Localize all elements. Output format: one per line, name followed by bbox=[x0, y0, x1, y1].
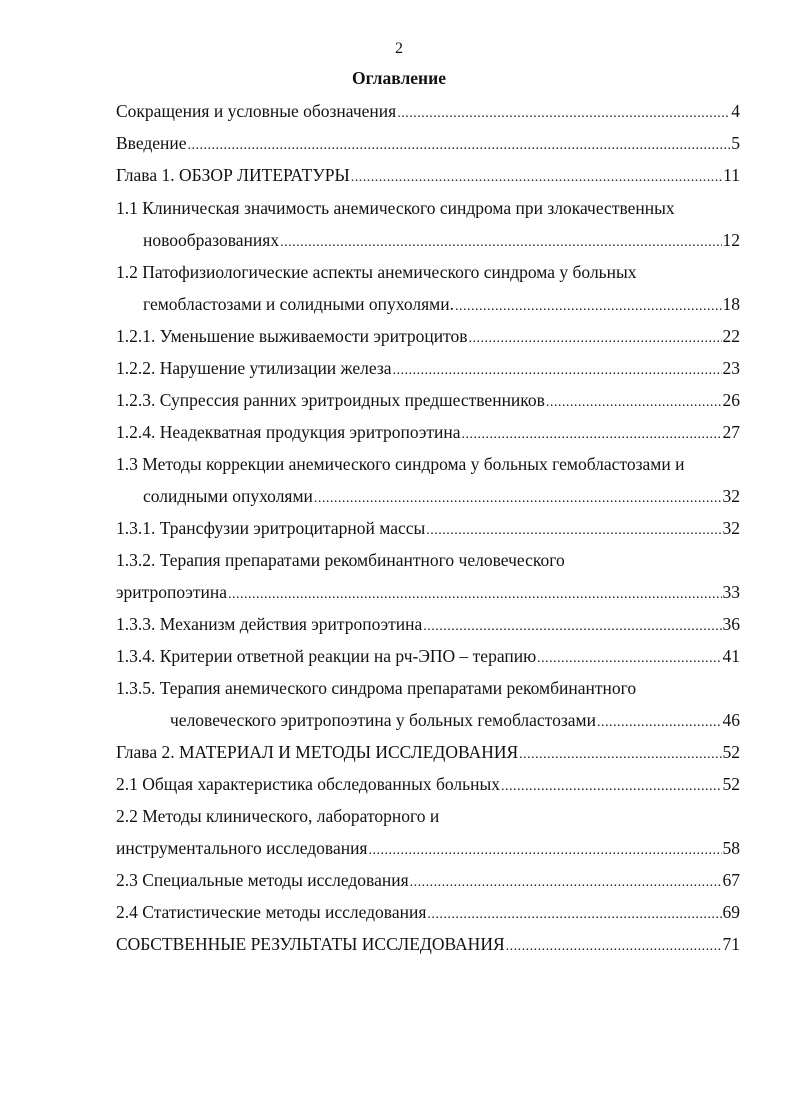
toc-entry-page: 32 bbox=[722, 518, 740, 538]
toc-entry-page: 5 bbox=[731, 133, 740, 153]
toc-entry bbox=[116, 388, 740, 412]
toc-entry bbox=[116, 868, 740, 892]
toc-entry-page: 36 bbox=[722, 614, 740, 634]
leader-dots bbox=[455, 295, 722, 319]
page-title: Оглавление bbox=[352, 68, 446, 88]
toc-entry-title: гемобластозами и солидными опухолями. bbox=[143, 294, 454, 314]
leader-dots bbox=[519, 743, 721, 767]
toc-entry-title: 1.2 Патофизиологические аспекты анемического синдрома у больных bbox=[116, 262, 637, 282]
toc-entry-page: 41 bbox=[722, 646, 740, 666]
leader-dots bbox=[188, 134, 731, 158]
toc-entry bbox=[170, 708, 740, 732]
toc-entry-page: 71 bbox=[722, 934, 740, 954]
toc-entry bbox=[116, 131, 740, 155]
toc-entry-title: 1.3.3. Механизм действия эритропоэтина bbox=[116, 614, 423, 634]
toc-entry-title: 2.4 Статистические методы исследования bbox=[116, 902, 427, 922]
toc-entry-title: 1.3.4. Критерии ответной реакции на рч-ЭПО – терапию bbox=[116, 646, 537, 666]
toc-entry bbox=[116, 644, 740, 668]
toc-entry bbox=[116, 932, 740, 956]
toc-entry-title: Глава 2. МАТЕРИАЛ И МЕТОДЫ ИССЛЕДОВАНИЯ bbox=[116, 742, 519, 762]
leader-dots bbox=[228, 583, 722, 607]
leader-dots bbox=[427, 903, 721, 927]
leader-dots bbox=[280, 231, 721, 255]
toc-entry bbox=[143, 292, 740, 316]
leader-dots bbox=[426, 519, 721, 543]
toc-entry-title: инструментального исследования bbox=[116, 838, 368, 858]
toc-entry bbox=[116, 99, 740, 123]
toc-entry-title: 1.3 Методы коррекции анемического синдрома у больных гемобластозами и bbox=[116, 454, 685, 474]
toc-entry-page: 33 bbox=[722, 582, 740, 602]
leader-dots bbox=[369, 839, 722, 863]
leader-dots bbox=[314, 487, 722, 511]
toc-entry-title: 1.2.4. Неадекватная продукция эритропоэтина bbox=[116, 422, 461, 442]
toc-entry-page: 32 bbox=[722, 486, 740, 506]
toc-entry bbox=[116, 420, 740, 444]
toc-entry-title: Сокращения и условные обозначения bbox=[116, 101, 397, 121]
leader-dots bbox=[423, 615, 721, 639]
toc-entry bbox=[116, 772, 740, 796]
toc-entry-page: 46 bbox=[722, 710, 740, 730]
toc-entry-title: новообразованиях bbox=[143, 230, 280, 250]
toc-entry-page: 11 bbox=[723, 165, 740, 185]
toc-entry bbox=[116, 740, 740, 764]
leader-dots bbox=[462, 423, 722, 447]
toc-entry-page: 52 bbox=[722, 774, 740, 794]
leader-dots bbox=[546, 391, 722, 415]
toc-entry bbox=[116, 356, 740, 380]
toc-entry-title: 1.1 Клиническая значимость анемического синдрома при злокачественных bbox=[116, 198, 675, 218]
toc-entry-title: 1.3.2. Терапия препаратами рекомбинантного человеческого bbox=[116, 550, 565, 570]
leader-dots bbox=[597, 711, 722, 735]
toc-entry-page: 52 bbox=[722, 742, 740, 762]
toc-entry bbox=[143, 484, 740, 508]
toc-entry bbox=[116, 324, 740, 348]
leader-dots bbox=[410, 871, 722, 895]
toc-entry bbox=[116, 612, 740, 636]
leader-dots bbox=[351, 166, 722, 190]
page-number: 2 bbox=[395, 40, 403, 57]
toc-entry bbox=[116, 516, 740, 540]
leader-dots bbox=[469, 327, 722, 351]
toc-entry-title: 1.2.1. Уменьшение выживаемости эритроцитов bbox=[116, 326, 468, 346]
toc-entry-title: человеческого эритропоэтина у больных гемобластозами bbox=[170, 710, 596, 730]
toc-entry-page: 58 bbox=[722, 838, 740, 858]
toc-entry bbox=[116, 900, 740, 924]
toc-entry-page: 69 bbox=[722, 902, 740, 922]
toc-entry-page: 23 bbox=[722, 358, 740, 378]
toc-entry-page: 67 bbox=[722, 870, 740, 890]
leader-dots bbox=[506, 935, 722, 959]
leader-dots bbox=[501, 775, 722, 799]
toc-entry-page: 22 bbox=[722, 326, 740, 346]
toc-entry-title: 1.2.2. Нарушение утилизации железа bbox=[116, 358, 392, 378]
toc-entry-page: 26 bbox=[722, 390, 740, 410]
leader-dots bbox=[393, 359, 722, 383]
toc-entry-title: 1.2.3. Супрессия ранних эритроидных предшественников bbox=[116, 390, 545, 410]
toc-entry-title: солидными опухолями bbox=[143, 486, 313, 506]
toc-entry-title: Глава 1. ОБЗОР ЛИТЕРАТУРЫ bbox=[116, 165, 350, 185]
toc-entry-title: эритропоэтина bbox=[116, 582, 227, 602]
toc-entry-page: 27 bbox=[722, 422, 740, 442]
toc-entry-page: 18 bbox=[722, 294, 740, 314]
toc-entry-page: 4 bbox=[731, 101, 740, 121]
toc-entry-title: 1.3.5. Терапия анемического синдрома препаратами рекомбинантного bbox=[116, 678, 637, 698]
toc-entry bbox=[116, 836, 740, 860]
toc-entry bbox=[116, 580, 740, 604]
toc-entry bbox=[116, 163, 740, 187]
toc-entry-title: 2.3 Специальные методы исследования bbox=[116, 870, 409, 890]
toc-entry-title: Введение bbox=[116, 133, 187, 153]
toc-entry-title: 1.3.1. Трансфузии эритроцитарной массы bbox=[116, 518, 426, 538]
toc-entry-title: СОБСТВЕННЫЕ РЕЗУЛЬТАТЫ ИССЛЕДОВАНИЯ bbox=[116, 934, 505, 954]
toc-entry-title: 2.2 Методы клинического, лабораторного и bbox=[116, 806, 440, 826]
toc-entry-page: 12 bbox=[722, 230, 740, 250]
leader-dots bbox=[537, 647, 721, 671]
leader-dots bbox=[397, 102, 730, 126]
toc-entry-title: 2.1 Общая характеристика обследованных больных bbox=[116, 774, 500, 794]
toc-entry bbox=[143, 228, 740, 252]
